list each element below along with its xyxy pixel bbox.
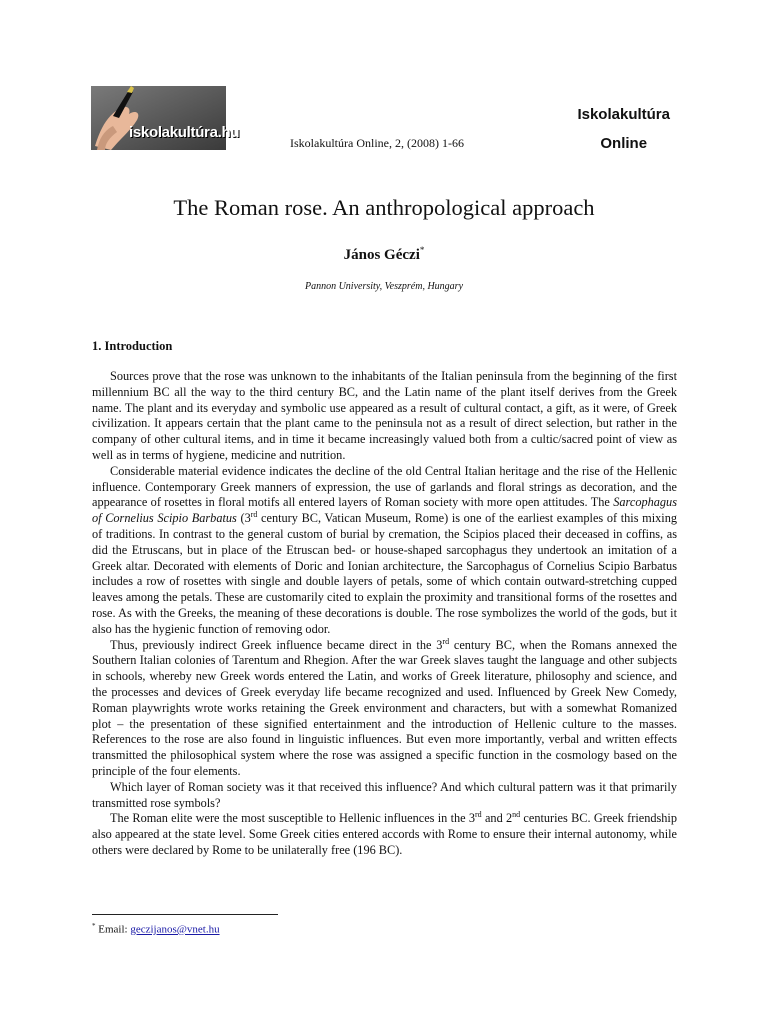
paragraph-2-text-c: century BC, Vatican Museum, Rome) is one of the earliest examples of this mixing of traditions. In contrast to the general custom of burial by cremation, the Scipios placed their deceased in coffins, as did the Etruscans, but in place of the Etruscan bed- or house-shaped sarcophagus they undertook an imitation of a Greek altar. Decorated with elements of Doric and Ionian architecture, the Sarcophagus of Cornelius Scipio Barbatus includes a row of rosettes with single and double layers of petals, some of which contain outward-stretching cupped leaves among the petals. These are customarily cited to explain the proximity and transitional forms of the rosettes and rose. As with the Greeks, the meaning of these decorations is double. The rose symbolizes the world of the gods, but it also has the hygienic function of removing odor.	[92, 511, 677, 636]
footnote	[92, 922, 220, 936]
brand-line-1: Iskolakultúra	[577, 106, 670, 123]
paragraph-3-text-a: Thus, previously indirect Greek influence became direct in the 3	[110, 637, 443, 652]
author-footnote-mark: *	[419, 245, 425, 255]
footnote-mark: *	[92, 922, 96, 930]
article-body	[92, 369, 677, 859]
ordinal-suffix: nd	[512, 810, 521, 820]
paragraph-4: Which layer of Roman society was it that received this influence? And which cultural pattern was it that primarily transmitted rose symbols?	[92, 779, 677, 810]
paragraph-5	[92, 811, 677, 858]
ordinal-suffix: rd	[475, 810, 482, 820]
sarcophagus-title: Sarcophagus of Cornelius Scipio Barbatus	[92, 495, 677, 526]
author-affiliation: Pannon University, Veszprém, Hungary	[304, 281, 464, 292]
paragraph-5-text-c: centuries BC. Greek friendship also appeared at the state level. Some Greek cities entered accords with Rome to ensure their internal autonomy, while others were declared by Rome to be unilaterally free (196 BC).	[92, 811, 677, 857]
article-title: The Roman rose. An anthropological approach	[173, 195, 595, 220]
journal-reference: Iskolakultúra Online, 2, (2008) 1-66	[290, 136, 464, 150]
paragraph-5-text-b: and 2	[481, 811, 513, 826]
journal-logo	[91, 86, 240, 150]
paragraph-2	[92, 464, 677, 638]
ordinal-suffix: rd	[250, 510, 258, 520]
footnote-label: Email:	[95, 923, 131, 936]
paragraph-3	[92, 638, 677, 780]
paragraph-2-text-b: (3	[236, 511, 251, 526]
email-link[interactable]: geczijanos@vnet.hu	[130, 923, 220, 936]
footnote-divider	[92, 914, 278, 915]
ordinal-suffix: rd	[442, 636, 450, 646]
section-heading: 1. Introduction	[92, 339, 173, 353]
paragraph-1: Sources prove that the rose was unknown to the inhabitants of the Italian peninsula from the beginning of the first millennium BC all the way to the third century BC, and the Latin name of the plant itself derives from the Greek name. The plant and its everyday and symbolic use appeared as a result of cultural contact, a gift, as it were, of Greek civilization. It appears certain that the plant came to the peninsula not as a result of direct selection, but rather in the company of other cultural items, and in time it became increasingly valued both from a cultic/sacred point of view as well as in terms of hygiene, medicine and nutrition.	[92, 369, 677, 462]
author-line	[0, 247, 768, 264]
brand-line-2: Online	[600, 135, 648, 152]
logo-text: iskolakultúra.hu	[129, 124, 240, 141]
paragraph-5-text-a: The Roman elite were the most susceptible to Hellenic influences in the 3	[110, 811, 476, 826]
author-name: János Géczi	[343, 247, 420, 263]
paragraph-2-text-a: Considerable material evidence indicates the decline of the old Central Italian heritage and the rise of the Hellenic influence. Contemporary Greek manners of expression, the use of garlands and floral strings as decoration, and the appearance of rosettes in floral motifs all entered layers of Roman society with more open attitudes. The	[92, 463, 677, 510]
journal-brand	[577, 100, 670, 158]
paragraph-3-text-b: century BC, when the Romans annexed the Southern Italian colonies of Tarentum and Rhegion. After the war Greek slaves taught the language and other subjects in schools, whereby new Greek words entered the Latin, and works of Greek literature, philosophy and science, and the processes and devices of Greek everyday life became recognized and used. Influenced by Greek New Comedy, Roman playwrights wrote works retaining the Greek environment and characters, but with a somewhat Romanized plot – the presentation of these signified entertainment and the introduction of Hellenic culture to the masses. References to the rose are also found in linguistic influences. But even more importantly, verbal and written effects transmitted the philosophical system where the rose was assigned a specific function in the cosmology based on the principle of the four elements.	[92, 637, 677, 778]
